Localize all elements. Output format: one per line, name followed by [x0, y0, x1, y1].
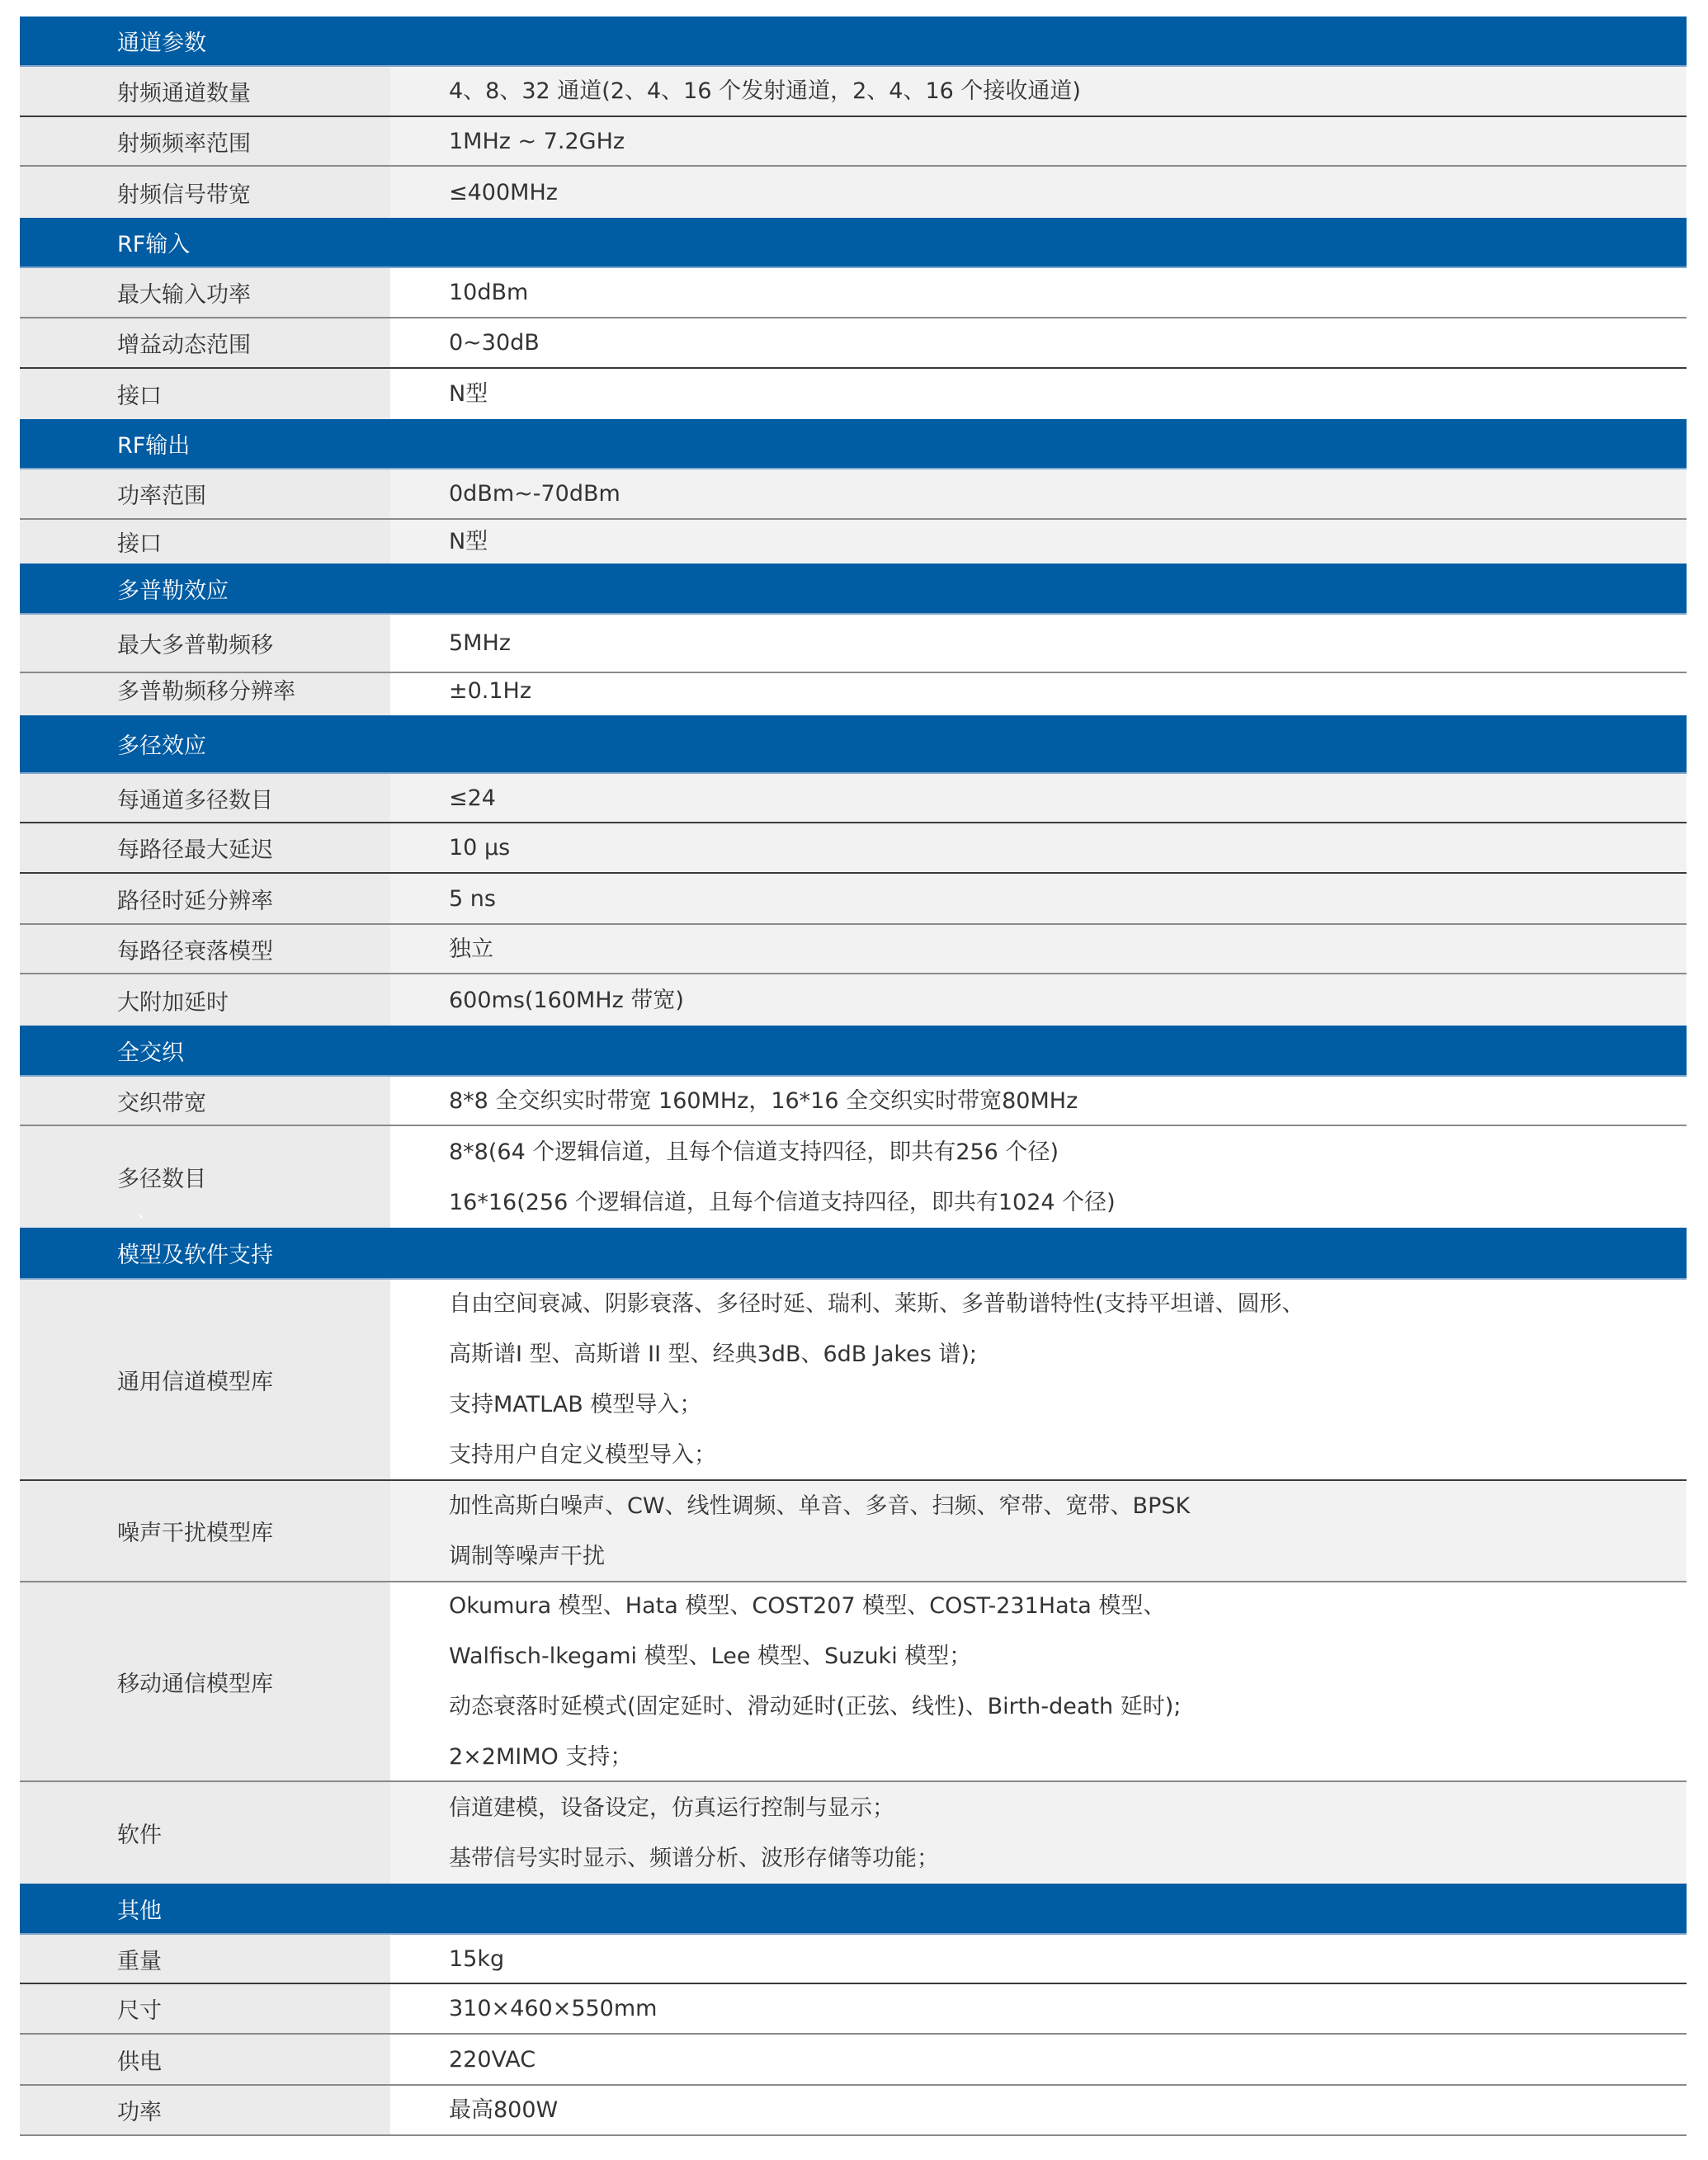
value-line: 动态衰落时延模式(固定延时、滑动延时(正弦、线性)、Birth-death 延时); — [449, 1694, 1182, 1719]
row-value — [390, 369, 1687, 419]
row-value — [390, 117, 1687, 165]
section-header-doppler: 多普勒效应 — [20, 564, 1687, 615]
row-label: 供电 — [20, 2035, 390, 2084]
row-label: 接口 — [20, 520, 390, 564]
value-line: 220VAC — [449, 2046, 536, 2073]
value-line: 加性高斯白噪声、CW、线性调频、单音、多音、扫频、窄带、宽带、BPSK — [449, 1493, 1191, 1519]
value-line: 5MHz — [449, 630, 511, 656]
row-value — [390, 469, 1687, 518]
value-line: 15kg — [449, 1945, 505, 1972]
table-row — [20, 774, 1687, 823]
row-value — [390, 1984, 1687, 2033]
row-label: 交织带宽 — [20, 1077, 390, 1125]
section-header-models-software: 模型及软件支持 — [20, 1228, 1687, 1280]
value-line: N型 — [449, 529, 488, 554]
row-value — [390, 874, 1687, 923]
row-label: 每路径衰落模型 — [20, 925, 390, 973]
table-row — [20, 874, 1687, 925]
row-label: 每通道多径数目 — [20, 774, 390, 822]
table-row — [20, 1935, 1687, 1984]
value-line: 2×2MIMO 支持； — [449, 1744, 633, 1770]
row-value — [390, 925, 1687, 973]
table-row — [20, 1481, 1687, 1582]
row-label: 通用信道模型库 — [20, 1280, 390, 1479]
table-row — [20, 1126, 1687, 1228]
row-value — [390, 520, 1687, 564]
row-value — [390, 1481, 1687, 1581]
table-row — [20, 615, 1687, 673]
row-label: 噪声干扰模型库 — [20, 1481, 390, 1581]
row-value — [390, 268, 1687, 317]
table-row — [20, 2086, 1687, 2136]
value-line: 310×460×550mm — [449, 1996, 658, 2021]
row-label: 路径时延分辨率 — [20, 874, 390, 923]
row-label: 尺寸 — [20, 1984, 390, 2033]
value-line: 8*8 全交织实时带宽 160MHz，16*16 全交织实时带宽80MHz — [449, 1087, 1078, 1114]
row-label: 大附加延时 — [20, 974, 390, 1026]
row-label: 功率范围 — [20, 469, 390, 518]
value-line: 0~30dB — [449, 330, 540, 356]
table-row — [20, 1582, 1687, 1782]
table-row — [20, 1280, 1687, 1481]
row-label: 接口 — [20, 369, 390, 419]
section-header-multipath: 多径效应 — [20, 715, 1687, 774]
value-line: 4、8、32 通道(2、4、16 个发射通道，2、4、16 个接收通道) — [449, 78, 1081, 104]
table-row — [20, 1782, 1687, 1884]
row-value — [390, 2035, 1687, 2084]
row-label: 移动通信模型库 — [20, 1582, 390, 1780]
row-value — [390, 67, 1687, 116]
row-label: 功率 — [20, 2086, 390, 2134]
row-value — [390, 318, 1687, 367]
stray-mark: 、 — [137, 1201, 156, 1222]
table-row — [20, 167, 1687, 218]
row-value — [390, 1077, 1687, 1125]
row-label: 射频通道数量 — [20, 67, 390, 116]
table-row — [20, 67, 1687, 117]
value-line: ≤400MHz — [449, 179, 558, 205]
row-label: 软件 — [20, 1782, 390, 1884]
table-row — [20, 823, 1687, 874]
section-header-full-interleave: 全交织 — [20, 1026, 1687, 1077]
table-row — [20, 673, 1687, 715]
table-row — [20, 1077, 1687, 1126]
value-line: 16*16(256 个逻辑信道，且每个信道支持四径，即共有1024 个径) — [449, 1189, 1116, 1215]
table-row — [20, 925, 1687, 974]
row-label: 最大输入功率 — [20, 268, 390, 317]
value-line: 600ms(160MHz 带宽) — [449, 987, 684, 1013]
value-line: 支持MATLAB 模型导入； — [449, 1392, 702, 1417]
value-line: 基带信号实时显示、频谱分析、波形存储等功能； — [449, 1845, 939, 1871]
row-value — [390, 1935, 1687, 1983]
row-label: 最大多普勒频移 — [20, 615, 390, 672]
section-header-channel-params: 通道参数 — [20, 17, 1687, 67]
value-line: ≤24 — [449, 785, 496, 811]
spec-table — [20, 17, 1687, 2136]
value-line: 最高800W — [449, 2097, 559, 2123]
row-label: 多径数目 — [20, 1126, 390, 1228]
value-line: 独立 — [449, 936, 493, 962]
table-row — [20, 117, 1687, 167]
value-line: 调制等噪声干扰 — [449, 1543, 605, 1569]
value-line: N型 — [449, 381, 488, 407]
row-value — [390, 823, 1687, 872]
row-value — [390, 974, 1687, 1026]
row-label: 射频频率范围 — [20, 117, 390, 165]
row-value — [390, 1280, 1687, 1479]
value-line: 0dBm~-70dBm — [449, 481, 620, 507]
row-value — [390, 1782, 1687, 1884]
table-row — [20, 1984, 1687, 2035]
value-line: 10dBm — [449, 280, 529, 305]
value-line: 5 ns — [449, 885, 496, 912]
row-value — [390, 774, 1687, 822]
value-line: 1MHz ~ 7.2GHz — [449, 128, 625, 154]
row-label: 重量 — [20, 1935, 390, 1983]
table-row — [20, 268, 1687, 318]
value-line: 自由空间衰减、阴影衰落、多径时延、瑞利、莱斯、多普勒谱特性(支持平坦谱、圆形、 — [449, 1291, 1305, 1317]
section-header-rf-output: RF输出 — [20, 419, 1687, 469]
value-line: 8*8(64 个逻辑信道，且每个信道支持四径，即共有256 个径) — [449, 1139, 1059, 1165]
row-value — [390, 167, 1687, 218]
value-line: 高斯谱I 型、高斯谱 II 型、经典3dB、6dB Jakes 谱); — [449, 1342, 977, 1367]
value-line: 支持用户自定义模型导入； — [449, 1442, 716, 1468]
table-row — [20, 318, 1687, 369]
row-label: 增益动态范围 — [20, 318, 390, 367]
row-label: 每路径最大延迟 — [20, 823, 390, 872]
section-header-other: 其他 — [20, 1884, 1687, 1935]
row-value — [390, 2086, 1687, 2134]
row-value — [390, 1582, 1687, 1780]
section-header-rf-input: RF输入 — [20, 218, 1687, 268]
table-row — [20, 974, 1687, 1026]
value-line: Okumura 模型、Hata 模型、COST207 模型、COST-231Hata 模型、 — [449, 1593, 1166, 1619]
table-row — [20, 520, 1687, 564]
table-row — [20, 369, 1687, 419]
value-line: 信道建模，设备设定，仿真运行控制与显示； — [449, 1794, 894, 1821]
table-row — [20, 469, 1687, 520]
value-line: Walfisch-lkegami 模型、Lee 模型、Suzuki 模型； — [449, 1644, 972, 1669]
row-label: 多普勒频移分辨率 — [20, 673, 390, 715]
table-row — [20, 2035, 1687, 2086]
row-value — [390, 615, 1687, 672]
value-line: ±0.1Hz — [449, 678, 532, 704]
row-label: 射频信号带宽 — [20, 167, 390, 218]
row-value — [390, 1126, 1687, 1228]
row-value — [390, 673, 1687, 715]
value-line: 10 μs — [449, 835, 511, 861]
